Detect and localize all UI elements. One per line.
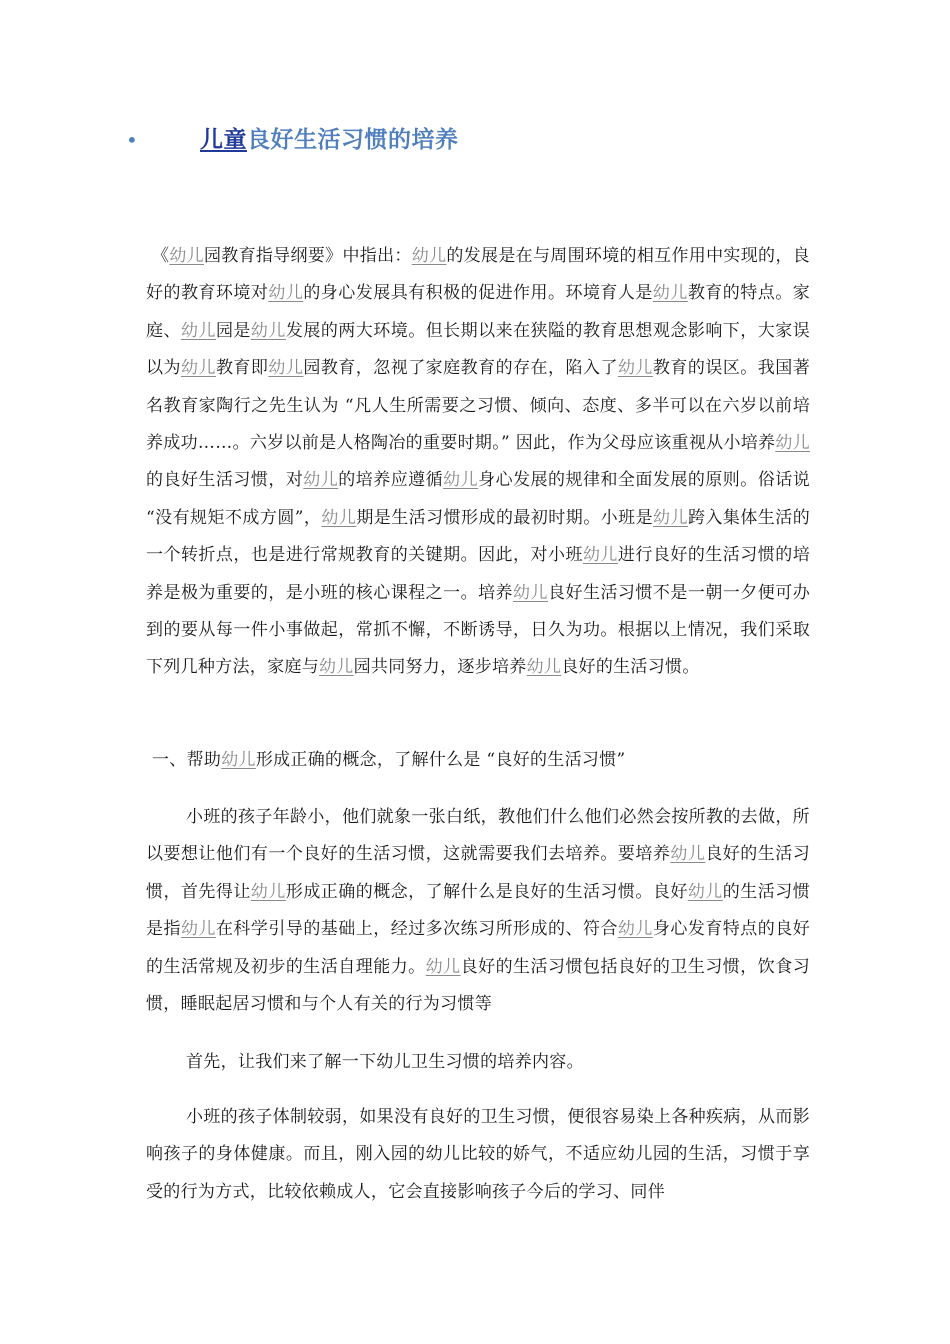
hygiene-intro-paragraph bbox=[146, 1044, 810, 1081]
text-run: 跨入集体生活的一个转折点，也是进行常规教育的关键期。因此，对小班 bbox=[146, 507, 810, 566]
term-link[interactable]: 幼儿 bbox=[180, 320, 216, 341]
term-link[interactable]: 幼儿 bbox=[443, 470, 479, 491]
text-run: 园教育指导纲要》中指出： bbox=[203, 246, 412, 266]
title-link[interactable]: 儿童 bbox=[200, 126, 247, 153]
text-run: 形成正确的概念，了解什么是良好的生活习惯。良好 bbox=[285, 881, 688, 902]
term-link[interactable]: 幼儿 bbox=[513, 582, 549, 603]
term-link[interactable]: 幼儿 bbox=[250, 881, 286, 902]
section-1-paragraph bbox=[146, 799, 810, 1023]
term-link[interactable]: 幼儿 bbox=[303, 470, 339, 491]
term-link[interactable]: 幼儿 bbox=[652, 283, 688, 304]
text-run: 首先，让我们来了解一下幼儿卫生习惯的培养内容。 bbox=[186, 1052, 584, 1072]
text-run: 的身心发展具有积极的促进作用。环境育人是 bbox=[303, 283, 653, 304]
text-run: 小班的孩子年龄小，他们就象一张白纸，教他们什么他们必然会按所教的去做，所以要想让他们有一个良好的生活习惯，这就需要我们去培养。要培养 bbox=[146, 807, 810, 865]
term-link[interactable]: 幼儿 bbox=[653, 507, 688, 528]
section-heading-1 bbox=[152, 742, 812, 779]
title-text: 良好生活习惯的培养 bbox=[247, 126, 459, 153]
term-link[interactable]: 幼儿 bbox=[526, 657, 562, 678]
text-run: 身心发展的规律和全面发展的原则。俗话说 “没有规矩不成方圆”， bbox=[146, 470, 811, 528]
text-run: 园教育，忽视了家庭教育的存在，陷入了 bbox=[303, 358, 618, 379]
text-run: 的生活习惯是指 bbox=[146, 881, 811, 940]
text-run: 《 bbox=[152, 246, 170, 266]
text-run: 园是 bbox=[215, 320, 251, 341]
term-link[interactable]: 幼儿 bbox=[582, 545, 618, 566]
text-run: 良好的生活习惯，首先得让 bbox=[146, 844, 811, 902]
text-run: 形成正确的概念，了解什么是 “良好的生活习惯” bbox=[255, 750, 626, 770]
term-link[interactable]: 幼儿 bbox=[221, 750, 256, 770]
term-link[interactable]: 幼儿 bbox=[321, 507, 357, 528]
intro-paragraph bbox=[146, 238, 810, 687]
text-run: 小班的孩子体制较弱，如果没有良好的卫生习惯，便很容易染上各种疾病，从而影响孩子的身体健康。而且，刚入园的幼儿比较的娇气，不适应幼儿园的生活，习惯于享受的行为方式，比较依赖成人，它会直接影响孩子今后的学习、同伴 bbox=[146, 1107, 810, 1202]
term-link[interactable]: 幼儿 bbox=[268, 358, 304, 379]
text-run: 教育即 bbox=[215, 358, 269, 379]
text-run: 的良好生活习惯，对 bbox=[146, 470, 304, 491]
hygiene-paragraph bbox=[146, 1099, 810, 1211]
term-link[interactable]: 幼儿 bbox=[775, 433, 810, 454]
text-run: 园共同努力，逐步培养 bbox=[353, 657, 527, 678]
text-run: 良好生活习惯不是一朝一夕便可办到的要从每一件小事做起，常抓不懈，不断诱导，日久为功。根据以上情况，我们采取下列几种方法，家庭与 bbox=[146, 582, 811, 678]
text-run: 的发展是在与周围环境的相互作用中实现的，良好的教育环境对 bbox=[146, 246, 810, 304]
text-run: 身心发育特点的良好的生活常规及初步的生活自理能力。 bbox=[146, 919, 811, 977]
term-link[interactable]: 幼儿 bbox=[268, 283, 304, 304]
document-title bbox=[200, 120, 459, 160]
term-link[interactable]: 幼儿 bbox=[425, 956, 461, 977]
text-run: 进行良好的生活习惯的培养是极为重要的，是小班的核心课程之一。培养 bbox=[146, 545, 810, 603]
text-run: 发展的两大环境。但长期以来在狭隘的教育思想观念影响下，大家误以为 bbox=[146, 320, 811, 379]
text-run: 教育的误区。我国著名教育家陶行之先生认为 “凡人生所需要之习惯、倾向、态度、多半可以在六岁以前培养成功……。六岁以前是人格陶冶的重要时期。” 因此，作为父母应该重视从小培养 bbox=[146, 358, 811, 454]
term-link[interactable]: 幼儿 bbox=[670, 844, 706, 865]
term-link[interactable]: 幼儿 bbox=[617, 358, 653, 379]
term-link[interactable]: 幼儿 bbox=[687, 881, 723, 902]
text-run: 良好的生活习惯包括良好的卫生习惯，饮食习惯，睡眠起居习惯和与个人有关的行为习惯等 bbox=[146, 956, 811, 1015]
term-link[interactable]: 幼儿 bbox=[617, 919, 653, 940]
document-heading bbox=[120, 120, 820, 160]
term-link[interactable]: 幼儿 bbox=[319, 657, 354, 678]
term-link[interactable]: 幼儿 bbox=[169, 246, 204, 266]
bullet-icon: • bbox=[126, 128, 138, 152]
text-run: 的培养应遵循 bbox=[338, 470, 444, 491]
term-link[interactable]: 幼儿 bbox=[180, 358, 216, 379]
text-run: 在科学引导的基础上，经过多次练习所形成的、符合 bbox=[215, 919, 618, 940]
text-run: 期是生活习惯形成的最初时期。小班是 bbox=[356, 507, 654, 528]
text-run: 教育的特点。家庭、 bbox=[146, 283, 810, 341]
term-link[interactable]: 幼儿 bbox=[180, 919, 216, 940]
term-link[interactable]: 幼儿 bbox=[250, 320, 286, 341]
text-run: 良好的生活习惯。 bbox=[561, 657, 700, 678]
text-run: 一、帮助 bbox=[152, 750, 222, 770]
term-link[interactable]: 幼儿 bbox=[411, 246, 447, 266]
